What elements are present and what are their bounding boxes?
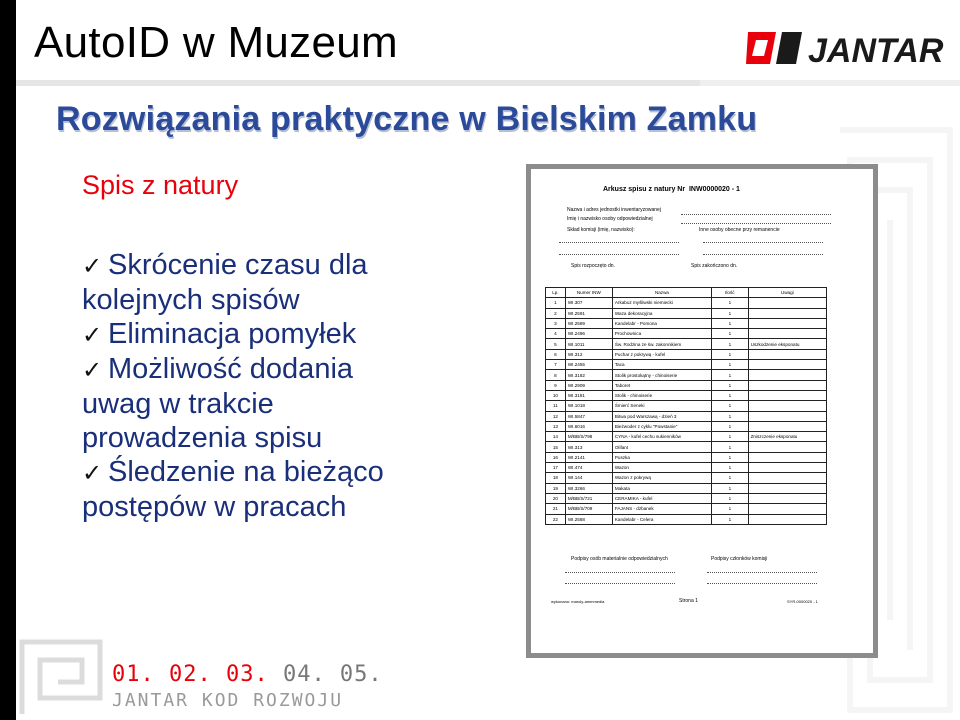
signature-label-left: Podpisy osób materialnie odpowiedzialnych (571, 556, 668, 562)
corner-maze-pattern (18, 638, 104, 718)
document-footer-left: wykonano: maroly-ammmedia (551, 599, 605, 604)
table-cell: Arkabuz myśliwski niemiecki (612, 298, 711, 308)
dotted-line (681, 214, 831, 215)
table-row (546, 298, 827, 308)
bullet-text: prowadzenia spisu (82, 422, 323, 454)
table-cell: 7 (546, 360, 566, 370)
table-cell (748, 401, 826, 411)
table-cell: Puszka (612, 452, 711, 462)
checkmark-icon: ✓ (82, 252, 103, 280)
table-cell: Kandelabr - Celera (612, 514, 711, 524)
table-cell: WI.1011 (565, 339, 612, 349)
signature-label-right: Podpisy członków komisji (711, 556, 768, 562)
dotted-line (559, 242, 679, 243)
left-rail (0, 0, 16, 720)
table-row (546, 432, 827, 442)
table-cell: 1 (712, 390, 749, 400)
table-cell (748, 504, 826, 514)
table-cell: WI.3181 (565, 390, 612, 400)
table-cell: Puchar z pokrywą - kufel (612, 349, 711, 359)
table-cell: M/BB/S/721 (565, 493, 612, 503)
table-cell (748, 421, 826, 431)
table-cell: WI.2588 (565, 514, 612, 524)
table-cell (748, 370, 826, 380)
document-title: Arkusz spisu z natury Nr INW0000020 - 1 (603, 186, 740, 193)
table-cell: WI.307 (565, 298, 612, 308)
table-cell: WI.144 (565, 473, 612, 483)
footer-brand: JANTAR KOD ROZWOJU (112, 690, 344, 711)
table-cell: 2 (546, 308, 566, 318)
table-cell: WI.6016 (565, 421, 612, 431)
header-divider-right (700, 80, 960, 86)
table-cell: WI.3266 (565, 483, 612, 493)
table-row (546, 493, 827, 503)
table-cell: Makata (612, 483, 711, 493)
table-cell: Waza dekoracyjna (612, 308, 711, 318)
bullet-text: postępów w pracach (82, 491, 347, 523)
table-cell (748, 308, 826, 318)
document-page-number: Strona 1 (679, 598, 698, 604)
table-cell: WI.2591 (565, 308, 612, 318)
table-cell (748, 349, 826, 359)
table-cell: WI.3182 (565, 370, 612, 380)
table-row (546, 380, 827, 390)
table-cell (748, 318, 826, 328)
table-cell: Bieżwoder z cyklu "Powstanie" (612, 421, 711, 431)
table-cell (748, 473, 826, 483)
table-cell: FAJANS - dzbanek (612, 504, 711, 514)
table-cell: 14 (546, 432, 566, 442)
table-cell (748, 411, 826, 421)
table-cell: 1 (712, 349, 749, 359)
table-cell: 1 (712, 380, 749, 390)
table-cell: 17 (546, 463, 566, 473)
section-title: Spis z natury (82, 170, 239, 200)
table-cell: Kandelabr - Pomona (612, 318, 711, 328)
table-cell (748, 329, 826, 339)
table-cell: 11 (546, 401, 566, 411)
inventory-sheet-preview (531, 169, 873, 653)
table-cell: 13 (546, 421, 566, 431)
table-cell: WI.5847 (565, 411, 612, 421)
bullet-text: Eliminacja pomyłek (108, 318, 357, 350)
table-cell: 15 (546, 442, 566, 452)
table-cell: Śmierć Seneki (612, 401, 711, 411)
table-cell (748, 452, 826, 462)
table-cell: 1 (712, 298, 749, 308)
checkmark-icon: ✓ (82, 321, 103, 349)
table-cell: 1 (712, 401, 749, 411)
table-cell: WI.474 (565, 463, 612, 473)
table-cell (748, 483, 826, 493)
table-cell: WI.2455 (565, 360, 612, 370)
table-cell: 5 (546, 339, 566, 349)
table-cell: 1 (712, 493, 749, 503)
dotted-line (565, 583, 675, 584)
table-cell: 1 (712, 432, 749, 442)
table-cell: WI.313 (565, 442, 612, 452)
table-cell: CERAMIKA - kufel (612, 493, 711, 503)
bullet-item (82, 352, 512, 455)
table-row (546, 473, 827, 483)
table-cell: 3 (546, 318, 566, 328)
table-cell (748, 390, 826, 400)
table-row (546, 318, 827, 328)
bullet-item (82, 317, 512, 352)
table-row (546, 452, 827, 462)
bullet-item (82, 248, 512, 317)
table-row (546, 329, 827, 339)
field-commission: Skład komisji (imię, nazwisko): (567, 227, 635, 233)
table-cell: Św. Rodzina ze św. zakonnikiem (612, 339, 711, 349)
table-cell: 1 (546, 298, 566, 308)
bullet-text: uwag w trakcie (82, 388, 274, 420)
table-cell: Olifant (612, 442, 711, 452)
table-row (546, 514, 827, 524)
column-header: Uwagi (748, 288, 826, 298)
table-cell: 6 (546, 349, 566, 359)
column-header: Numer INW (565, 288, 612, 298)
table-cell: 8 (546, 370, 566, 380)
field-finished: Spis zakończono dn. (691, 263, 738, 269)
table-cell: 1 (712, 308, 749, 318)
field-others: Inne osoby obecne przy remanencie (699, 227, 780, 233)
table-cell: Wazon z pokrywą (612, 473, 711, 483)
column-header: Ilość (712, 288, 749, 298)
table-cell: 1 (712, 421, 749, 431)
table-cell: M/BB/S/709 (565, 504, 612, 514)
svg-text:JANTAR: JANTAR (808, 32, 944, 70)
table-cell: Stolik - chinoiserie (612, 390, 711, 400)
table-row (546, 390, 827, 400)
table-cell: 22 (546, 514, 566, 524)
table-cell: M/BB/S/798 (565, 432, 612, 442)
table-cell: WI.2496 (565, 329, 612, 339)
steps-highlighted: 01. 02. 03. (112, 662, 269, 687)
table-row (546, 483, 827, 493)
table-cell: 1 (712, 452, 749, 462)
table-cell: 1 (712, 370, 749, 380)
table-cell: 1 (712, 463, 749, 473)
table-row (546, 411, 827, 421)
table-cell: 1 (712, 360, 749, 370)
bullet-text: kolejnych spisów (82, 284, 300, 316)
inventory-table (545, 287, 827, 525)
table-cell: 1 (712, 411, 749, 421)
bullet-list (82, 248, 512, 524)
column-header: Lp. (546, 288, 566, 298)
jantar-logo (742, 24, 950, 72)
table-row (546, 504, 827, 514)
table-cell (748, 493, 826, 503)
table-row (546, 339, 827, 349)
table-cell: Wazon (612, 463, 711, 473)
table-cell (748, 463, 826, 473)
table-cell: 9 (546, 380, 566, 390)
dotted-line (707, 583, 817, 584)
header-divider (16, 80, 716, 86)
table-cell: 12 (546, 411, 566, 421)
table-cell: 18 (546, 473, 566, 483)
table-cell: Taboret (612, 380, 711, 390)
checkmark-icon: ✓ (82, 459, 103, 487)
table-cell: Prochownica (612, 329, 711, 339)
table-row (546, 349, 827, 359)
table-cell (748, 298, 826, 308)
table-cell (748, 514, 826, 524)
table-cell: 4 (546, 329, 566, 339)
table-cell: 1 (712, 339, 749, 349)
steps-remaining: 04. 05. (282, 662, 383, 687)
table-cell (748, 360, 826, 370)
dotted-line (703, 242, 823, 243)
table-cell: 16 (546, 452, 566, 462)
table-cell: 21 (546, 504, 566, 514)
table-cell (748, 442, 826, 452)
document-footer-id: SYR-0000020 - 1 (787, 599, 818, 604)
app-title: AutoID w Muzeum (34, 18, 398, 67)
table-cell: 20 (546, 493, 566, 503)
table-cell: 1 (712, 318, 749, 328)
table-cell: 1 (712, 514, 749, 524)
table-cell: 10 (546, 390, 566, 400)
table-row (546, 308, 827, 318)
dotted-line (559, 254, 679, 255)
dotted-line (707, 572, 817, 573)
table-row (546, 360, 827, 370)
table-cell: Stolik prostokątny - chinoiserie (612, 370, 711, 380)
table-row (546, 421, 827, 431)
dotted-line (681, 223, 831, 224)
table-cell: 19 (546, 483, 566, 493)
table-cell: 1 (712, 442, 749, 452)
slide-subtitle: Rozwiązania praktyczne w Bielskim Zamku (56, 100, 758, 138)
table-cell: 1 (712, 473, 749, 483)
table-row (546, 401, 827, 411)
bullet-text: Skrócenie czasu dla (108, 249, 368, 281)
table-row (546, 442, 827, 452)
table-cell: WI.312 (565, 349, 612, 359)
table-cell: 1 (712, 483, 749, 493)
bullet-text: Możliwość dodania (108, 353, 354, 385)
table-row (546, 370, 827, 380)
table-cell: Taca (612, 360, 711, 370)
table-row (546, 463, 827, 473)
dotted-line (703, 254, 823, 255)
table-cell (748, 380, 826, 390)
bullet-item (82, 455, 512, 524)
table-cell: WI.2909 (565, 380, 612, 390)
checkmark-icon: ✓ (82, 356, 103, 384)
table-cell: CYNA - kufel cechu sukienników (612, 432, 711, 442)
table-cell: Uszkodzenie eksponatu (748, 339, 826, 349)
table-header-row (546, 288, 827, 298)
footer-steps (112, 662, 383, 687)
table-cell: WI.2141 (565, 452, 612, 462)
field-unit: Nazwa i adres jednostki inwentaryzowanej (567, 207, 661, 213)
table-cell: 1 (712, 329, 749, 339)
table-cell: WI.2589 (565, 318, 612, 328)
field-started: Spis rozpoczęto dn. (571, 263, 615, 269)
table-cell: Bitwa pod Warszawą - dzień 3 (612, 411, 711, 421)
table-cell: Zniszczenie eksponatu (748, 432, 826, 442)
table-cell: 1 (712, 504, 749, 514)
table-cell: WI.1018 (565, 401, 612, 411)
column-header: Nazwa (612, 288, 711, 298)
field-responsible: Imię i nazwisko osoby odpowiedzialnej (567, 216, 653, 222)
dotted-line (565, 572, 675, 573)
bullet-text: Śledzenie na bieżąco (108, 456, 384, 488)
